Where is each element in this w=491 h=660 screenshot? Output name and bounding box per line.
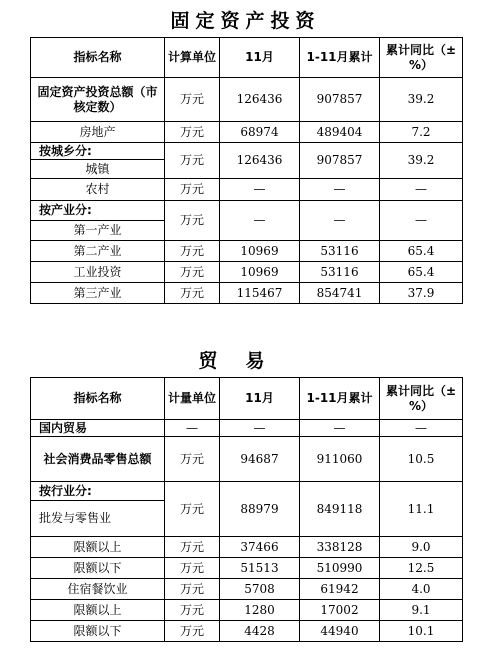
row-cumulative-value: 849118 [300,482,380,537]
row-name: 房地产 [31,122,165,143]
row-yoy-value: — [380,420,463,437]
row-unit: 万元 [165,437,220,482]
section-title-trade: 贸易 [198,350,293,372]
row-unit: 万元 [165,241,220,262]
row-unit: 万元 [165,122,220,143]
row-month-value: 126436 [220,143,300,179]
row-name: 限额以下 [31,621,165,642]
row-name: 住宿餐饮业 [31,579,165,600]
table-row [31,179,463,201]
row-name: 工业投资 [31,262,165,283]
row-unit: 万元 [165,621,220,642]
fixed-asset-investment-table [30,37,463,304]
header-month: 11月 [220,38,300,78]
row-unit: 万元 [165,537,220,558]
row-month-value: — [220,420,300,437]
row-unit: — [165,420,220,437]
trade-table [30,377,463,642]
table-row [31,537,463,558]
header-indicator-name: 指标名称 [31,378,165,420]
table-row [31,600,463,621]
row-month-value: 1280 [220,600,300,621]
row-yoy-value: 4.0 [380,579,463,600]
group-label-row [31,143,463,160]
row-yoy-value: 39.2 [380,78,463,122]
table-row [31,420,463,437]
row-yoy-value: 65.4 [380,241,463,262]
row-unit: 万元 [165,283,220,304]
header-unit: 计算单位 [165,38,220,78]
row-month-value: — [220,179,300,201]
row-yoy-value: 12.5 [380,558,463,579]
header-yoy: 累计同比（±%） [380,378,463,420]
row-yoy-value: 39.2 [380,143,463,179]
group-label: 按产业分: [31,201,165,221]
row-yoy-value: 7.2 [380,122,463,143]
row-month-value: 126436 [220,78,300,122]
row-name: 第三产业 [31,283,165,304]
table-row [31,437,463,482]
row-unit: 万元 [165,579,220,600]
row-month-value: 4428 [220,621,300,642]
header-indicator-name: 指标名称 [31,38,165,78]
row-name: 限额以下 [31,558,165,579]
row-cumulative-value: 338128 [300,537,380,558]
header-yoy: 累计同比（±%） [380,38,463,78]
row-month-value: — [220,201,300,241]
row-cumulative-value: 854741 [300,283,380,304]
header-unit: 计量单位 [165,378,220,420]
row-cumulative-value: 44940 [300,621,380,642]
row-unit: 万元 [165,179,220,201]
section-title-fixed-asset-investment: 固定资产投资 [170,10,321,32]
table-row [31,283,463,304]
row-unit: 万元 [165,201,220,241]
row-cumulative-value: 17002 [300,600,380,621]
row-cumulative-value: — [300,201,380,241]
row-name: 限额以上 [31,600,165,621]
row-unit: 万元 [165,482,220,537]
table-row [31,78,463,122]
row-cumulative-value: 61942 [300,579,380,600]
table-row [31,558,463,579]
row-yoy-value: 65.4 [380,262,463,283]
row-name: 第二产业 [31,241,165,262]
row-yoy-value: — [380,179,463,201]
row-month-value: 88979 [220,482,300,537]
row-month-value: 5708 [220,579,300,600]
table-row [31,579,463,600]
table-row [31,621,463,642]
header-cumulative: 1-11月累计 [300,38,380,78]
row-yoy-value: 11.1 [380,482,463,537]
row-unit: 万元 [165,262,220,283]
table-header-row [31,38,463,78]
row-cumulative-value: 911060 [300,437,380,482]
row-yoy-value: 9.1 [380,600,463,621]
row-yoy-value: 37.9 [380,283,463,304]
row-cumulative-value: 510990 [300,558,380,579]
row-name: 国内贸易 [31,420,165,437]
row-name: 限额以上 [31,537,165,558]
row-cumulative-value: 907857 [300,143,380,179]
row-cumulative-value: 53116 [300,262,380,283]
row-cumulative-value: 907857 [300,78,380,122]
row-month-value: 10969 [220,262,300,283]
row-month-value: 37466 [220,537,300,558]
row-cumulative-value: 489404 [300,122,380,143]
row-yoy-value: 10.5 [380,437,463,482]
row-name: 农村 [31,179,165,201]
row-month-value: 68974 [220,122,300,143]
row-unit: 万元 [165,600,220,621]
row-name: 城镇 [31,160,165,179]
row-unit: 万元 [165,78,220,122]
row-name: 第一产业 [31,221,165,241]
table-row [31,122,463,143]
row-cumulative-value: — [300,179,380,201]
row-name: 批发与零售业 [31,501,165,537]
row-yoy-value: — [380,201,463,241]
row-month-value: 94687 [220,437,300,482]
group-label-row [31,201,463,221]
row-yoy-value: 10.1 [380,621,463,642]
row-unit: 万元 [165,143,220,179]
row-cumulative-value: — [300,420,380,437]
row-month-value: 51513 [220,558,300,579]
row-name: 社会消费品零售总额 [31,437,165,482]
table-row [31,262,463,283]
row-unit: 万元 [165,558,220,579]
table-row [31,241,463,262]
group-label: 按行业分: [31,482,165,501]
group-label-row [31,482,463,501]
header-cumulative: 1-11月累计 [300,378,380,420]
row-name: 固定资产投资总额（市核定数） [31,78,165,122]
table-header-row [31,378,463,420]
row-cumulative-value: 53116 [300,241,380,262]
group-label: 按城乡分: [31,143,165,160]
header-month: 11月 [220,378,300,420]
row-month-value: 115467 [220,283,300,304]
row-month-value: 10969 [220,241,300,262]
row-yoy-value: 9.0 [380,537,463,558]
